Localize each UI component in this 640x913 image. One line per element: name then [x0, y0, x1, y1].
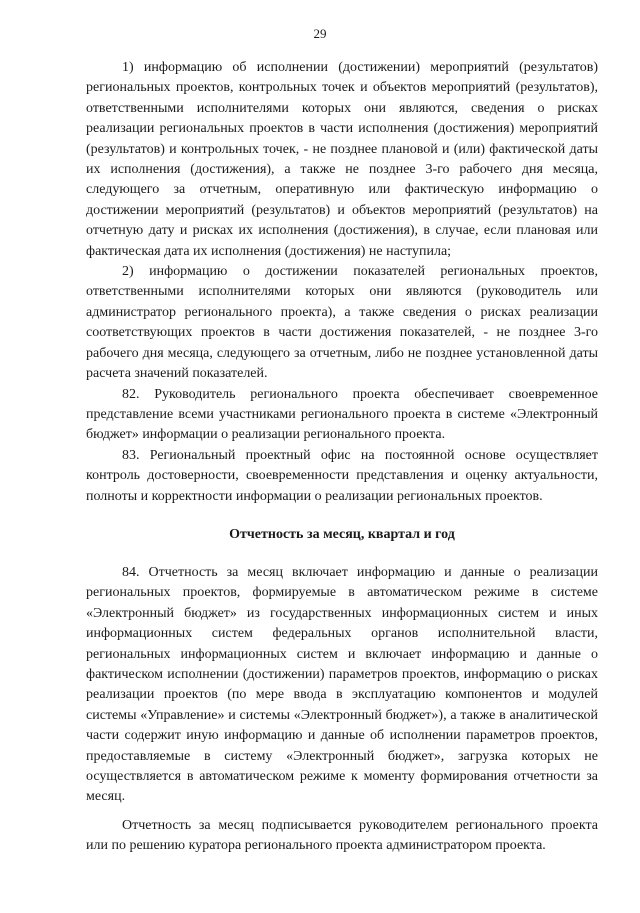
paragraph-83: 83. Региональный проектный офис на постоянной основе осуществляет контроль достоверности, своевременности представления и оценку актуальности, полноты и корректности информации о реализации региональных проектов.	[86, 447, 598, 504]
paragraph-82: 82. Руководитель регионального проекта обеспечивает своевременное представление всеми участниками регионального проекта в системе «Электронный бюджет» информации о реализации регионального проекта.	[86, 386, 598, 443]
paragraph-item-2: 2) информацию о достижении показателей региональных проектов, ответственными исполнителями которых они являются (руководитель или администратор регионального проекта), а также сведения о рисках реализации соответствующих проектов в части достижения показателей, - не позднее 3-го рабочего дня месяца, следующего за отчетным, либо не позднее установленной даты расчета значений показателей.	[86, 264, 598, 382]
paragraph-item-1: 1) информацию об исполнении (достижении) мероприятий (результатов) региональных проектов, контрольных точек и объектов мероприятий (результатов), ответственными исполнителями которых они являются, сведения о рисках реализации региональных проектов в части исполнения (достижения) мероприятий (результатов) и контрольных точек, - не позднее плановой и (или) фактической даты их исполнения (достижения), а также не позднее 3-го рабочего дня месяца, следующего за отчетным, оперативную или фактическую информацию о достижении мероприятий (результатов) и объектов мероприятий (результатов) на отчетную дату и рисках их исполнения (достижения), в случае, если плановая или фактическая дата их исполнения (достижения) не наступила;	[86, 60, 598, 259]
paragraph-gap	[86, 808, 598, 816]
paragraph-84: 84. Отчетность за месяц включает информацию и данные о реализации региональных проектов, формируемые в автоматическом режиме в системе «Электронный бюджет» из государственных информационных систем и иных информационных систем федеральных органов исполнительной власти, региональных информационных систем и включает информацию и данные о фактическом исполнении (достижении) параметров проектов, информацию о рисках реализации проектов (по мере ввода в эксплуатацию компонентов и модулей системы «Управление» и системы «Электронный бюджет»), а также в аналитической части содержит иную информацию и данные об исполнении параметров проектов, предоставляемые в систему «Электронный бюджет», загрузка которых не осуществляется в автоматическом режиме к моменту формирования отчетности за месяц.	[86, 564, 598, 805]
page-number: 29	[313, 26, 327, 41]
document-body	[86, 58, 598, 857]
section-heading: Отчетность за месяц, квартал и год	[229, 526, 455, 542]
paragraph-signature-note: Отчетность за месяц подписывается руководителем регионального проекта или по решению куратора регионального проекта администратором проекта.	[86, 817, 598, 854]
